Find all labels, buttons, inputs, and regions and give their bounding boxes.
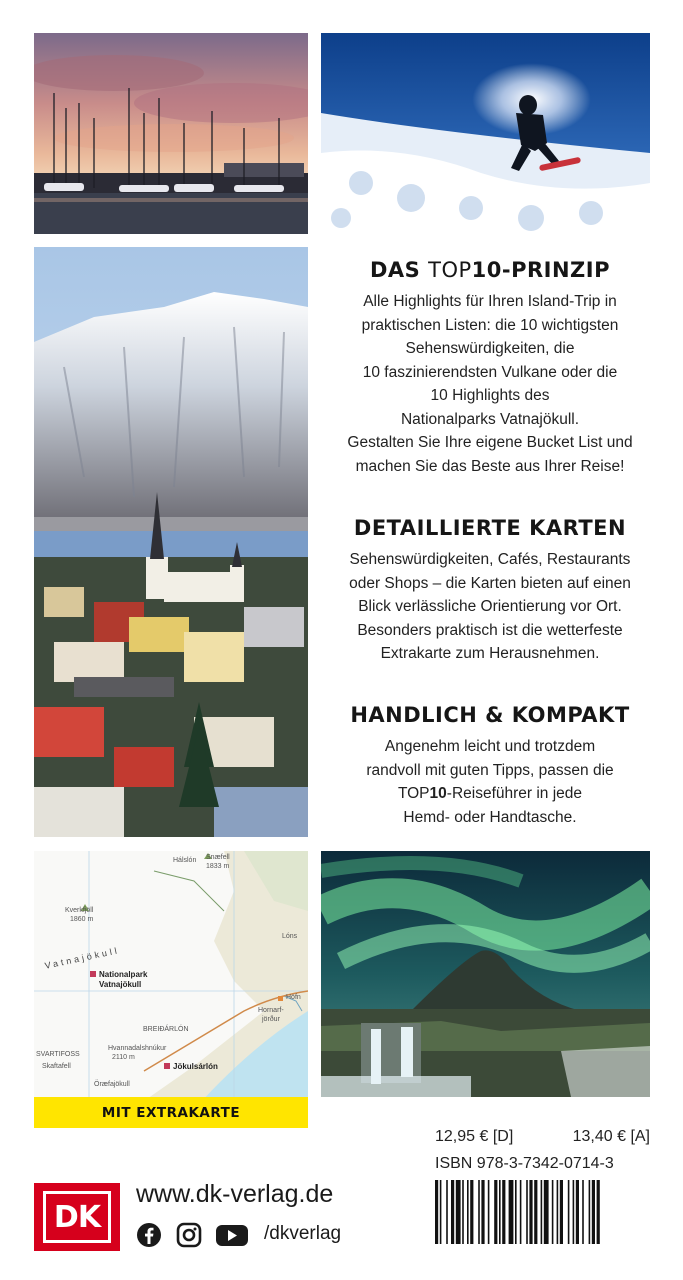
map-label-hvannadalshnukur-elev: 2110 m [112, 1054, 135, 1061]
aurora-kirkjufell-photo [321, 851, 650, 1097]
youtube-icon[interactable] [215, 1222, 249, 1248]
isbn-number: ISBN 978-3-7342-0714-3 [435, 1155, 614, 1172]
barcode-bar [481, 1180, 484, 1244]
section-detailed-maps [330, 516, 650, 666]
barcode-bar [446, 1180, 448, 1244]
barcode-bar [509, 1180, 514, 1244]
barcode-bar [592, 1180, 595, 1244]
barcode-bar [435, 1180, 438, 1244]
section-title: DAS TOP10-PRINZIP [370, 258, 610, 282]
map-label-kverkfjoll-elev: 1860 m [70, 916, 94, 923]
barcode-bar [451, 1180, 454, 1244]
barcode-bar [597, 1180, 600, 1244]
barcode-bar [552, 1180, 554, 1244]
barcode [435, 1180, 650, 1244]
map-excerpt [34, 851, 308, 1128]
map-label-lons: Lóns [282, 933, 298, 940]
barcode-bar [560, 1180, 563, 1244]
snowboarder-photo [321, 33, 650, 234]
barcode-bar [526, 1180, 528, 1244]
map-label-svartifoss: SVARTIFOSS [36, 1051, 80, 1058]
reykjavik-church-photo [34, 247, 308, 837]
barcode-bar [440, 1180, 442, 1244]
map-label-hvannadalshnukur: Hvannadalshnúkur [108, 1045, 167, 1052]
section-body: Angenehm leicht und trotzdem randvoll mit guten Tipps, passen die TOP10-Reiseführer in jede Hemd- oder Handtasche. [366, 738, 614, 826]
map-label-hornafjordur: Hornarf- [258, 1007, 284, 1014]
map-label-halslon: Hálslón [173, 857, 197, 864]
map-label-jokulsarlon: Jökulsárlón [173, 1062, 218, 1071]
map-label-snaefell-elev: 1833 m [206, 863, 230, 870]
price-row [435, 1128, 650, 1146]
barcode-bar [494, 1180, 497, 1244]
barcode-bar [462, 1180, 464, 1244]
barcode-bar [576, 1180, 579, 1244]
map-label-oraefajokull: Öræfajökull [94, 1081, 130, 1088]
harbor-sunset-photo [34, 33, 308, 234]
map-label-hornafjordur-2: jörður [262, 1016, 280, 1023]
barcode-bar [573, 1180, 575, 1244]
barcode-bar [589, 1180, 591, 1244]
extra-map-banner: MIT EXTRAKARTE [34, 1097, 308, 1128]
section-top10-principle [330, 258, 650, 478]
map-label-nationalpark-name: Vatnajökull [99, 980, 142, 989]
barcode-bar [557, 1180, 559, 1244]
price-germany: 12,95 € [D] [435, 1128, 514, 1145]
section-handy-compact [330, 703, 650, 829]
map-label-nationalpark: Nationalpark [99, 970, 148, 979]
map-label-snaefell: Snæfell [206, 854, 230, 861]
barcode-bar [529, 1180, 532, 1244]
barcode-bar [534, 1180, 537, 1244]
map-label-skaftafell: Skaftafell [42, 1063, 71, 1070]
instagram-icon[interactable] [176, 1222, 202, 1248]
section-body: Sehenswürdigkeiten, Cafés, Restaurants oder Shops – die Karten bieten auf einen Blick verlässliche Orientierung vor Ort. Besonders praktisch ist die wetterfeste Extrakarte zum Herausnehmen. [349, 551, 631, 662]
price-austria: 13,40 € [A] [572, 1128, 650, 1145]
section-title: HANDLICH & KOMPAKT [350, 703, 630, 727]
section-body: Alle Highlights für Ihren Island-Trip in praktischen Listen: die 10 wichtigsten Sehenswürdigkeiten, die 10 faszinierendsten Vulkane oder die 10 Highlights des Nationalparks Vatnajökull. Gestalten Sie Ihre eigene Bucket List und machen Sie das Beste aus Ihrer Reise! [347, 293, 633, 475]
barcode-bar [470, 1180, 473, 1244]
barcode-bar [515, 1180, 517, 1244]
publisher-website[interactable]: www.dk-verlag.de [136, 1180, 334, 1208]
barcode-bar [520, 1180, 522, 1244]
social-handle[interactable]: /dkverlag [264, 1223, 342, 1244]
dk-logo [34, 1183, 120, 1251]
barcode-bar [478, 1180, 480, 1244]
map-label-hofn: Höfn [286, 994, 301, 1001]
barcode-bar [582, 1180, 584, 1244]
facebook-icon[interactable] [136, 1222, 162, 1248]
barcode-bar [467, 1180, 469, 1244]
map-label-vatnajokull: Vatnajökull [43, 945, 121, 971]
map-label-breidarlon: BREIÐÁRLÓN [143, 1026, 189, 1033]
barcode-bar [541, 1180, 543, 1244]
barcode-bar [568, 1180, 570, 1244]
barcode-bar [488, 1180, 490, 1244]
barcode-bar [456, 1180, 461, 1244]
barcode-bar [499, 1180, 501, 1244]
dk-logo-text: DK [43, 1191, 111, 1243]
map-label-kverkfjoll: Kverkfjöll [65, 907, 94, 914]
barcode-bar [502, 1180, 505, 1244]
barcode-bar [544, 1180, 549, 1244]
section-title: DETAILLIERTE KARTEN [353, 516, 627, 540]
